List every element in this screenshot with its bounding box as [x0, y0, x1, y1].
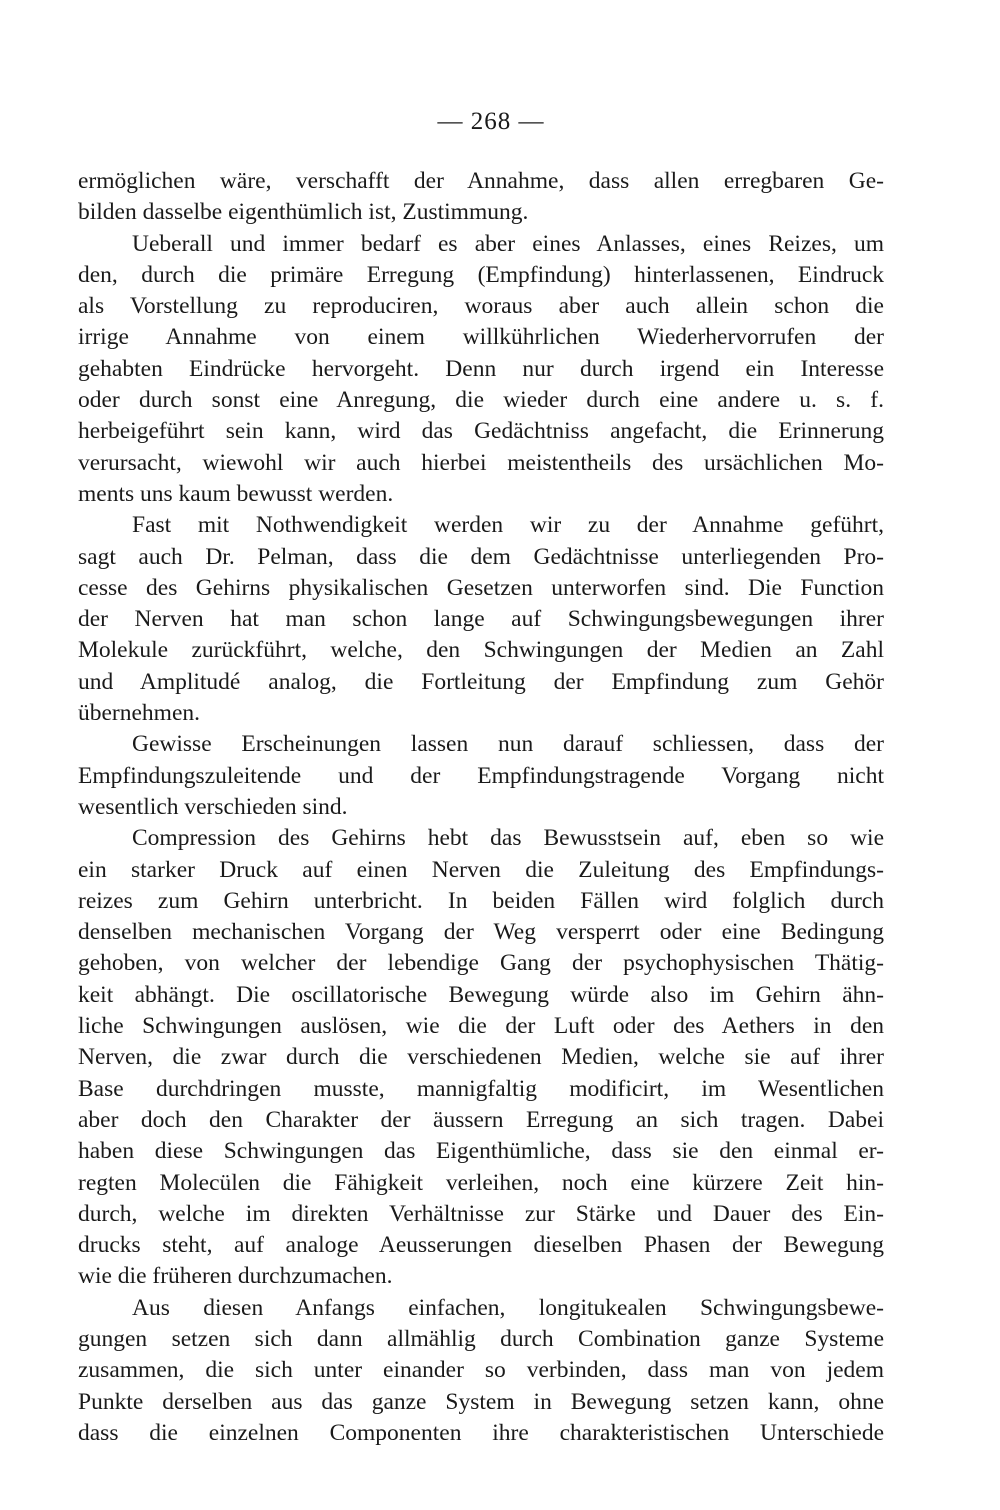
text-line: und Amplitudé analog, die Fortleitung der Empfindung zum Gehör: [78, 668, 884, 695]
text-line: übernehmen.: [78, 700, 201, 727]
text-line: aber doch den Charakter der äussern Erregung an sich tragen. Dabei: [78, 1106, 884, 1133]
text-line: der Nerven hat man schon lange auf Schwingungsbewegungen ihrer: [78, 606, 884, 633]
text-line: Aus diesen Anfangs einfachen, longitukealen Schwingungsbewe-: [132, 1294, 884, 1321]
text-line: durch, welche im direkten Verhältnisse zur Stärke und Dauer des Ein-: [78, 1200, 884, 1227]
text-line: Gewisse Erscheinungen lassen nun darauf schliessen, dass der: [132, 731, 884, 758]
text-line: liche Schwingungen auslösen, wie die der Luft oder des Aethers in den: [78, 1013, 884, 1040]
text-line: cesse des Gehirns physikalischen Gesetzen unterworfen sind. Die Function: [78, 574, 884, 601]
text-line: drucks steht, auf analoge Aeusserungen dieselben Phasen der Bewegung: [78, 1232, 884, 1259]
book-page: [78, 108, 884, 1449]
text-line: wesentlich verschieden sind.: [78, 793, 348, 820]
text-line: Nerven, die zwar durch die verschiedenen Medien, welche sie auf ihrer: [78, 1044, 884, 1071]
text-line: ein starker Druck auf einen Nerven die Zuleitung des Empfindungs-: [78, 856, 884, 883]
text-line: regten Molecülen die Fähigkeit verleihen, noch eine kürzere Zeit hin-: [78, 1169, 884, 1196]
paragraph: [78, 823, 884, 1292]
text-line: bilden dasselbe eigenthümlich ist, Zustimmung.: [78, 199, 529, 226]
text-line: Compression des Gehirns hebt das Bewusstsein auf, eben so wie: [132, 825, 884, 852]
text-line: gehoben, von welcher der lebendige Gang der psychophysischen Thätig-: [78, 950, 884, 977]
text-line: ments uns kaum bewusst werden.: [78, 480, 394, 507]
text-line: wie die früheren durchzumachen.: [78, 1263, 393, 1290]
text-line: den, durch die primäre Erregung (Empfindung) hinterlassenen, Eindruck: [78, 261, 884, 288]
page-number: — 268 —: [437, 108, 545, 135]
text-line: Fast mit Nothwendigkeit werden wir zu der Annahme geführt,: [132, 512, 884, 539]
text-line: ermöglichen wäre, verschafft der Annahme, dass allen erregbaren Ge-: [78, 168, 884, 194]
text-line: gehabten Eindrücke hervorgeht. Denn nur durch irgend ein Interesse: [78, 355, 884, 382]
paragraph: [78, 510, 884, 729]
text-line: Empfindungszuleitende und der Empfindungstragende Vorgang nicht: [78, 762, 884, 789]
text-line: dass die einzelnen Componenten ihre charakteristischen Unterschiede: [78, 1419, 884, 1446]
text-line: Punkte derselben aus das ganze System in Bewegung setzen kann, ohne: [78, 1388, 884, 1415]
text-line: sagt auch Dr. Pelman, dass die dem Gedächtnisse unterliegenden Pro-: [78, 543, 884, 570]
text-line: irrige Annahme von einem willkührlichen Wiederhervorrufen der: [78, 324, 884, 351]
text-line: herbeigeführt sein kann, wird das Gedächtniss angefacht, die Erinnerung: [78, 418, 884, 445]
paragraph: [78, 166, 884, 229]
text-line: verursacht, wiewohl wir auch hierbei meistentheils des ursächlichen Mo-: [78, 449, 884, 476]
text-line: reizes zum Gehirn unterbricht. In beiden Fällen wird folglich durch: [78, 887, 884, 914]
text-line: Ueberall und immer bedarf es aber eines Anlasses, eines Reizes, um: [132, 230, 884, 257]
text-line: oder durch sonst eine Anregung, die wieder durch eine andere u. s. f.: [78, 387, 884, 414]
text-line: zusammen, die sich unter einander so verbinden, dass man von jedem: [78, 1357, 884, 1384]
paragraph: [78, 729, 884, 823]
text-line: gungen setzen sich dann allmählig durch Combination ganze Systeme: [78, 1325, 884, 1352]
text-line: Base durchdringen musste, mannigfaltig modificirt, im Wesentlichen: [78, 1075, 884, 1102]
paragraph: [78, 229, 884, 511]
text-line: keit abhängt. Die oscillatorische Bewegung würde also im Gehirn ähn-: [78, 981, 884, 1008]
text-line: Molekule zurückführt, welche, den Schwingungen der Medien an Zahl: [78, 637, 884, 664]
body-text: [78, 166, 884, 1449]
paragraph: [78, 1293, 884, 1449]
text-line: als Vorstellung zu reproduciren, woraus aber auch allein schon die: [78, 293, 884, 320]
text-line: denselben mechanischen Vorgang der Weg versperrt oder eine Bedingung: [78, 919, 884, 946]
text-line: haben diese Schwingungen das Eigenthümliche, dass sie den einmal er-: [78, 1138, 884, 1165]
